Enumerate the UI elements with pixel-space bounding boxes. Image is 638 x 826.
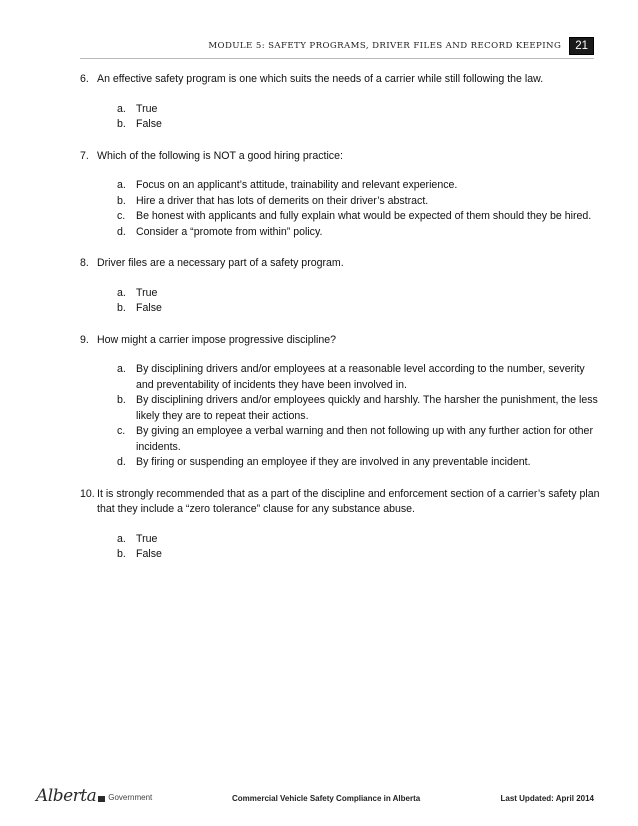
option-text: True <box>136 532 158 545</box>
answer-option <box>117 117 600 133</box>
page-footer <box>36 786 594 808</box>
footer-title: Commercial Vehicle Safety Compliance in Alberta <box>232 794 421 803</box>
answer-option <box>117 532 600 548</box>
question-item <box>80 333 600 471</box>
answer-options <box>117 102 600 133</box>
question-number: 9. <box>80 333 89 346</box>
option-text: True <box>136 102 158 115</box>
question-text: How might a carrier impose progressive discipline? <box>97 333 337 346</box>
option-text: Be honest with applicants and fully explain what would be expected of them should they be hired. <box>136 210 592 222</box>
option-text: By disciplining drivers and/or employees quickly and harshly. The harsher the punishment, the less likely they are to repeat their actions. <box>136 394 598 422</box>
option-letter: b. <box>117 302 126 314</box>
answer-option <box>117 362 600 393</box>
option-letter: d. <box>117 225 126 238</box>
footer-last-updated: Last Updated: April 2014 <box>500 794 594 803</box>
page-number: 21 <box>569 37 594 55</box>
question-item <box>80 256 600 317</box>
option-text: Consider a “promote from within” policy. <box>136 225 323 238</box>
option-text: By disciplining drivers and/or employees at a reasonable level according to the number, severity and preventability of incidents they have been involved in. <box>136 363 585 391</box>
question-line <box>80 256 600 272</box>
option-letter: a. <box>117 286 126 299</box>
question-number: 6. <box>80 73 89 85</box>
question-line <box>80 333 600 349</box>
option-letter: b. <box>117 118 126 130</box>
answer-option <box>117 178 600 194</box>
question-line <box>80 487 600 518</box>
option-letter: a. <box>117 102 126 115</box>
logo-flag-icon <box>98 796 105 802</box>
answer-option <box>117 301 600 317</box>
header-divider <box>80 58 594 59</box>
question-text: Which of the following is NOT a good hiring practice: <box>97 149 343 162</box>
question-line <box>80 149 600 165</box>
answer-options <box>117 178 600 240</box>
answer-option <box>117 424 600 455</box>
logo-government-text: Government <box>108 793 153 802</box>
answer-option <box>117 225 600 241</box>
option-letter: c. <box>117 210 126 222</box>
option-letter: b. <box>117 548 126 560</box>
header-title: MODULE 5: SAFETY PROGRAMS, DRIVER FILES AND RECORD KEEPING <box>208 41 562 51</box>
answer-option <box>117 209 600 225</box>
question-item <box>80 72 600 133</box>
option-letter: a. <box>117 179 126 191</box>
answer-options <box>117 286 600 317</box>
answer-options <box>117 532 600 563</box>
option-letter: c. <box>117 425 126 437</box>
option-text: Focus on an applicant’s attitude, trainability and relevant experience. <box>136 179 458 191</box>
quiz-content <box>80 72 600 579</box>
question-text: Driver files are a necessary part of a safety program. <box>97 257 344 269</box>
answer-options <box>117 362 600 471</box>
option-letter: b. <box>117 194 126 207</box>
option-text: False <box>136 302 162 314</box>
question-item <box>80 149 600 241</box>
answer-option <box>117 455 600 471</box>
question-line <box>80 72 600 88</box>
question-number: 10. <box>80 487 95 500</box>
option-text: False <box>136 548 162 560</box>
option-text: True <box>136 286 158 299</box>
question-item <box>80 487 600 563</box>
question-text: It is strongly recommended that as a part of the discipline and enforcement section of a carrier’s safety plan that they include a “zero tolerance” clause for any substance abuse. <box>97 487 600 515</box>
logo-wordmark: Alberta <box>36 786 97 806</box>
option-letter: a. <box>117 532 126 545</box>
question-number: 7. <box>80 149 89 162</box>
answer-option <box>117 547 600 563</box>
alberta-government-logo <box>36 786 152 806</box>
question-number: 8. <box>80 257 89 269</box>
option-letter: d. <box>117 456 126 468</box>
option-letter: a. <box>117 363 126 375</box>
answer-option <box>117 102 600 118</box>
question-text: An effective safety program is one which suits the needs of a carrier while still following the law. <box>97 73 544 85</box>
answer-option <box>117 286 600 302</box>
option-text: False <box>136 118 162 130</box>
answer-option <box>117 393 600 424</box>
page-header <box>208 36 594 56</box>
option-text: Hire a driver that has lots of demerits on their driver’s abstract. <box>136 194 429 207</box>
option-text: By giving an employee a verbal warning and then not following up with any further action for other incidents. <box>136 425 593 453</box>
answer-option <box>117 194 600 210</box>
option-letter: b. <box>117 394 126 406</box>
option-text: By firing or suspending an employee if they are involved in any preventable incident. <box>136 456 531 468</box>
